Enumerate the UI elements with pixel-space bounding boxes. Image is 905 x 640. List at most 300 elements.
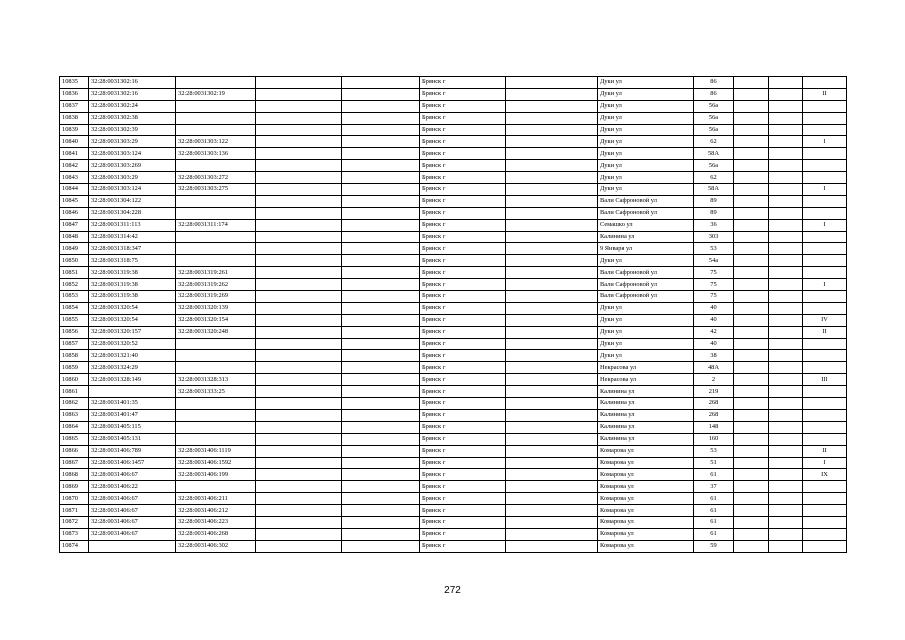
table-row — [60, 291, 847, 303]
blank-cell-b — [342, 481, 420, 493]
house-number-cell: 268 — [694, 409, 734, 421]
house-number-cell: 148 — [694, 421, 734, 433]
blank-cell-b — [342, 100, 420, 112]
blank-cell-a — [256, 279, 342, 291]
cadastral-number-cell: 32:28:0031304:228 — [89, 207, 176, 219]
linked-cadastral-number-cell: 32:28:0031406:1592 — [176, 457, 256, 469]
roman-numeral-cell — [803, 398, 847, 410]
house-number-cell: 89 — [694, 195, 734, 207]
blank-cell-a — [256, 88, 342, 100]
house-number-cell: 56а — [694, 112, 734, 124]
street-cell: Дуки ул — [598, 77, 694, 89]
cadastral-registry-table — [59, 76, 847, 553]
linked-cadastral-number-cell — [176, 124, 256, 136]
city-cell: Брянск г — [420, 350, 506, 362]
blank-cell-d — [734, 243, 769, 255]
linked-cadastral-number-cell — [176, 350, 256, 362]
cadastral-number-cell: 32:28:0031320:54 — [89, 302, 176, 314]
blank-cell-b — [342, 243, 420, 255]
table-row — [60, 77, 847, 89]
house-number-cell: 62 — [694, 172, 734, 184]
blank-cell-a — [256, 469, 342, 481]
record-number-cell: 10835 — [60, 77, 89, 89]
table-row — [60, 231, 847, 243]
street-cell: Некрасова ул — [598, 362, 694, 374]
house-number-cell: 86 — [694, 77, 734, 89]
blank-cell-e — [769, 243, 803, 255]
table-row — [60, 469, 847, 481]
table-row — [60, 481, 847, 493]
linked-cadastral-number-cell: 32:28:0031328:313 — [176, 374, 256, 386]
blank-cell-a — [256, 481, 342, 493]
table-row — [60, 338, 847, 350]
blank-cell-c — [506, 172, 598, 184]
roman-numeral-cell — [803, 362, 847, 374]
blank-cell-a — [256, 160, 342, 172]
blank-cell-d — [734, 409, 769, 421]
linked-cadastral-number-cell: 32:28:0031303:272 — [176, 172, 256, 184]
street-cell: Семашко ул — [598, 219, 694, 231]
table-row — [60, 421, 847, 433]
street-cell: Комарова ул — [598, 481, 694, 493]
blank-cell-a — [256, 136, 342, 148]
blank-cell-b — [342, 88, 420, 100]
roman-numeral-cell: III — [803, 374, 847, 386]
blank-cell-c — [506, 302, 598, 314]
roman-numeral-cell: II — [803, 326, 847, 338]
street-cell: Дуки ул — [598, 184, 694, 196]
blank-cell-e — [769, 505, 803, 517]
street-cell: Вали Сафроновой ул — [598, 267, 694, 279]
record-number-cell: 10860 — [60, 374, 89, 386]
house-number-cell: 53 — [694, 445, 734, 457]
house-number-cell: 89 — [694, 207, 734, 219]
blank-cell-b — [342, 374, 420, 386]
blank-cell-e — [769, 398, 803, 410]
blank-cell-c — [506, 267, 598, 279]
roman-numeral-cell — [803, 231, 847, 243]
blank-cell-c — [506, 255, 598, 267]
linked-cadastral-number-cell: 32:28:0031303:136 — [176, 148, 256, 160]
record-number-cell: 10863 — [60, 409, 89, 421]
house-number-cell: 56а — [694, 124, 734, 136]
roman-numeral-cell: I — [803, 279, 847, 291]
blank-cell-c — [506, 528, 598, 540]
cadastral-number-cell: 32:28:0031406:1457 — [89, 457, 176, 469]
city-cell: Брянск г — [420, 528, 506, 540]
blank-cell-a — [256, 421, 342, 433]
blank-cell-d — [734, 100, 769, 112]
blank-cell-e — [769, 326, 803, 338]
cadastral-number-cell: 32:28:0031406:67 — [89, 516, 176, 528]
roman-numeral-cell — [803, 112, 847, 124]
city-cell: Брянск г — [420, 505, 506, 517]
linked-cadastral-number-cell — [176, 255, 256, 267]
blank-cell-a — [256, 528, 342, 540]
record-number-cell: 10853 — [60, 291, 89, 303]
cadastral-number-cell: 32:28:0031302:16 — [89, 77, 176, 89]
roman-numeral-cell — [803, 160, 847, 172]
blank-cell-c — [506, 314, 598, 326]
city-cell: Брянск г — [420, 362, 506, 374]
cadastral-number-cell: 32:28:0031406:22 — [89, 481, 176, 493]
table-row — [60, 172, 847, 184]
record-number-cell: 10847 — [60, 219, 89, 231]
linked-cadastral-number-cell — [176, 338, 256, 350]
blank-cell-e — [769, 433, 803, 445]
blank-cell-e — [769, 184, 803, 196]
street-cell: Дуки ул — [598, 160, 694, 172]
city-cell: Брянск г — [420, 136, 506, 148]
roman-numeral-cell — [803, 195, 847, 207]
blank-cell-e — [769, 112, 803, 124]
record-number-cell: 10850 — [60, 255, 89, 267]
street-cell: Калинина ул — [598, 433, 694, 445]
blank-cell-a — [256, 267, 342, 279]
blank-cell-c — [506, 326, 598, 338]
blank-cell-d — [734, 136, 769, 148]
blank-cell-c — [506, 540, 598, 552]
table-row — [60, 505, 847, 517]
blank-cell-d — [734, 386, 769, 398]
blank-cell-c — [506, 279, 598, 291]
house-number-cell: 56а — [694, 100, 734, 112]
roman-numeral-cell — [803, 409, 847, 421]
record-number-cell: 10857 — [60, 338, 89, 350]
street-cell: Калинина ул — [598, 386, 694, 398]
blank-cell-a — [256, 409, 342, 421]
cadastral-number-cell: 32:28:0031405:131 — [89, 433, 176, 445]
record-number-cell: 10866 — [60, 445, 89, 457]
linked-cadastral-number-cell: 32:28:0031406:211 — [176, 493, 256, 505]
blank-cell-b — [342, 136, 420, 148]
blank-cell-a — [256, 314, 342, 326]
table-row — [60, 255, 847, 267]
registry-table-body — [60, 77, 847, 553]
blank-cell-a — [256, 374, 342, 386]
record-number-cell: 10856 — [60, 326, 89, 338]
record-number-cell: 10871 — [60, 505, 89, 517]
blank-cell-e — [769, 148, 803, 160]
city-cell: Брянск г — [420, 421, 506, 433]
street-cell: Вали Сафроновой ул — [598, 279, 694, 291]
street-cell: Дуки ул — [598, 112, 694, 124]
house-number-cell: 61 — [694, 528, 734, 540]
cadastral-number-cell: 32:28:0031302:38 — [89, 112, 176, 124]
record-number-cell: 10841 — [60, 148, 89, 160]
blank-cell-e — [769, 291, 803, 303]
blank-cell-b — [342, 267, 420, 279]
blank-cell-e — [769, 493, 803, 505]
blank-cell-d — [734, 219, 769, 231]
house-number-cell: 51 — [694, 457, 734, 469]
linked-cadastral-number-cell: 32:28:0031303:122 — [176, 136, 256, 148]
linked-cadastral-number-cell — [176, 207, 256, 219]
city-cell: Брянск г — [420, 279, 506, 291]
linked-cadastral-number-cell: 32:28:0031406:302 — [176, 540, 256, 552]
cadastral-number-cell: 32:28:0031302:24 — [89, 100, 176, 112]
linked-cadastral-number-cell — [176, 231, 256, 243]
blank-cell-c — [506, 457, 598, 469]
cadastral-number-cell: 32:28:0031319:38 — [89, 267, 176, 279]
house-number-cell: 61 — [694, 516, 734, 528]
city-cell: Брянск г — [420, 516, 506, 528]
blank-cell-e — [769, 195, 803, 207]
roman-numeral-cell — [803, 243, 847, 255]
cadastral-number-cell: 32:28:0031303:124 — [89, 148, 176, 160]
blank-cell-e — [769, 314, 803, 326]
city-cell: Брянск г — [420, 386, 506, 398]
city-cell: Брянск г — [420, 88, 506, 100]
house-number-cell: 86 — [694, 88, 734, 100]
table-row — [60, 540, 847, 552]
record-number-cell: 10843 — [60, 172, 89, 184]
city-cell: Брянск г — [420, 255, 506, 267]
blank-cell-d — [734, 398, 769, 410]
blank-cell-b — [342, 350, 420, 362]
blank-cell-e — [769, 207, 803, 219]
blank-cell-d — [734, 505, 769, 517]
cadastral-number-cell: 32:28:0031406:67 — [89, 505, 176, 517]
blank-cell-d — [734, 112, 769, 124]
blank-cell-d — [734, 255, 769, 267]
city-cell: Брянск г — [420, 195, 506, 207]
cadastral-number-cell: 32:28:0031303:269 — [89, 160, 176, 172]
blank-cell-e — [769, 540, 803, 552]
blank-cell-b — [342, 231, 420, 243]
linked-cadastral-number-cell: 32:28:0031406:268 — [176, 528, 256, 540]
blank-cell-e — [769, 457, 803, 469]
blank-cell-b — [342, 433, 420, 445]
linked-cadastral-number-cell: 32:28:0031406:223 — [176, 516, 256, 528]
record-number-cell: 10872 — [60, 516, 89, 528]
street-cell: Калинина ул — [598, 231, 694, 243]
blank-cell-c — [506, 195, 598, 207]
blank-cell-c — [506, 433, 598, 445]
blank-cell-b — [342, 445, 420, 457]
blank-cell-c — [506, 421, 598, 433]
record-number-cell: 10842 — [60, 160, 89, 172]
blank-cell-d — [734, 314, 769, 326]
linked-cadastral-number-cell — [176, 195, 256, 207]
blank-cell-d — [734, 433, 769, 445]
roman-numeral-cell — [803, 433, 847, 445]
cadastral-number-cell: 32:28:0031401:47 — [89, 409, 176, 421]
blank-cell-b — [342, 195, 420, 207]
street-cell: Дуки ул — [598, 124, 694, 136]
blank-cell-d — [734, 350, 769, 362]
cadastral-number-cell: 32:28:0031406:789 — [89, 445, 176, 457]
table-row — [60, 302, 847, 314]
house-number-cell: 38 — [694, 350, 734, 362]
blank-cell-c — [506, 184, 598, 196]
blank-cell-a — [256, 302, 342, 314]
house-number-cell: 37 — [694, 481, 734, 493]
blank-cell-b — [342, 457, 420, 469]
linked-cadastral-number-cell: 32:28:0031406:212 — [176, 505, 256, 517]
blank-cell-a — [256, 291, 342, 303]
house-number-cell: 58А — [694, 184, 734, 196]
blank-cell-c — [506, 291, 598, 303]
blank-cell-a — [256, 505, 342, 517]
roman-numeral-cell — [803, 505, 847, 517]
record-number-cell: 10855 — [60, 314, 89, 326]
cadastral-number-cell: 32:28:0031311:113 — [89, 219, 176, 231]
blank-cell-d — [734, 445, 769, 457]
linked-cadastral-number-cell: 32:28:0031406:1119 — [176, 445, 256, 457]
cadastral-number-cell: 32:28:0031319:38 — [89, 291, 176, 303]
blank-cell-a — [256, 184, 342, 196]
table-row — [60, 457, 847, 469]
record-number-cell: 10867 — [60, 457, 89, 469]
house-number-cell: 61 — [694, 505, 734, 517]
table-row — [60, 243, 847, 255]
blank-cell-d — [734, 77, 769, 89]
record-number-cell: 10868 — [60, 469, 89, 481]
blank-cell-c — [506, 207, 598, 219]
street-cell: Дуки ул — [598, 326, 694, 338]
blank-cell-b — [342, 279, 420, 291]
blank-cell-a — [256, 100, 342, 112]
blank-cell-b — [342, 219, 420, 231]
house-number-cell: 75 — [694, 279, 734, 291]
blank-cell-a — [256, 326, 342, 338]
record-number-cell: 10844 — [60, 184, 89, 196]
city-cell: Брянск г — [420, 398, 506, 410]
blank-cell-a — [256, 445, 342, 457]
record-number-cell: 10837 — [60, 100, 89, 112]
record-number-cell: 10852 — [60, 279, 89, 291]
roman-numeral-cell — [803, 77, 847, 89]
blank-cell-c — [506, 148, 598, 160]
city-cell: Брянск г — [420, 184, 506, 196]
blank-cell-b — [342, 326, 420, 338]
linked-cadastral-number-cell — [176, 481, 256, 493]
street-cell: Вали Сафроновой ул — [598, 291, 694, 303]
table-row — [60, 267, 847, 279]
record-number-cell: 10854 — [60, 302, 89, 314]
blank-cell-d — [734, 338, 769, 350]
blank-cell-a — [256, 398, 342, 410]
linked-cadastral-number-cell: 32:28:0031406:199 — [176, 469, 256, 481]
blank-cell-a — [256, 493, 342, 505]
roman-numeral-cell — [803, 481, 847, 493]
roman-numeral-cell — [803, 302, 847, 314]
blank-cell-d — [734, 148, 769, 160]
record-number-cell: 10873 — [60, 528, 89, 540]
blank-cell-d — [734, 374, 769, 386]
street-cell: 9 Января ул — [598, 243, 694, 255]
linked-cadastral-number-cell: 32:28:0031302:19 — [176, 88, 256, 100]
table-row — [60, 445, 847, 457]
blank-cell-e — [769, 338, 803, 350]
blank-cell-b — [342, 112, 420, 124]
table-row — [60, 374, 847, 386]
city-cell: Брянск г — [420, 493, 506, 505]
roman-numeral-cell — [803, 350, 847, 362]
blank-cell-e — [769, 516, 803, 528]
roman-numeral-cell — [803, 291, 847, 303]
blank-cell-a — [256, 255, 342, 267]
house-number-cell: 303 — [694, 231, 734, 243]
linked-cadastral-number-cell: 32:28:0031320:139 — [176, 302, 256, 314]
blank-cell-e — [769, 77, 803, 89]
blank-cell-d — [734, 195, 769, 207]
table-row — [60, 326, 847, 338]
city-cell: Брянск г — [420, 231, 506, 243]
cadastral-number-cell: 32:28:0031304:122 — [89, 195, 176, 207]
roman-numeral-cell — [803, 148, 847, 160]
linked-cadastral-number-cell — [176, 112, 256, 124]
blank-cell-c — [506, 160, 598, 172]
blank-cell-a — [256, 195, 342, 207]
roman-numeral-cell — [803, 267, 847, 279]
blank-cell-c — [506, 505, 598, 517]
blank-cell-b — [342, 338, 420, 350]
roman-numeral-cell — [803, 540, 847, 552]
blank-cell-b — [342, 362, 420, 374]
blank-cell-b — [342, 493, 420, 505]
blank-cell-a — [256, 362, 342, 374]
blank-cell-a — [256, 172, 342, 184]
street-cell: Дуки ул — [598, 302, 694, 314]
roman-numeral-cell — [803, 255, 847, 267]
record-number-cell: 10859 — [60, 362, 89, 374]
street-cell: Комарова ул — [598, 445, 694, 457]
house-number-cell: 40 — [694, 302, 734, 314]
linked-cadastral-number-cell — [176, 160, 256, 172]
blank-cell-d — [734, 279, 769, 291]
house-number-cell: 160 — [694, 433, 734, 445]
blank-cell-c — [506, 481, 598, 493]
blank-cell-b — [342, 314, 420, 326]
blank-cell-d — [734, 481, 769, 493]
blank-cell-c — [506, 350, 598, 362]
record-number-cell: 10858 — [60, 350, 89, 362]
house-number-cell: 36 — [694, 219, 734, 231]
table-row — [60, 160, 847, 172]
table-row — [60, 350, 847, 362]
blank-cell-c — [506, 398, 598, 410]
blank-cell-a — [256, 243, 342, 255]
blank-cell-a — [256, 457, 342, 469]
linked-cadastral-number-cell: 32:28:0031320:248 — [176, 326, 256, 338]
table-row — [60, 493, 847, 505]
street-cell: Дуки ул — [598, 148, 694, 160]
blank-cell-e — [769, 481, 803, 493]
city-cell: Брянск г — [420, 207, 506, 219]
blank-cell-a — [256, 231, 342, 243]
record-number-cell: 10865 — [60, 433, 89, 445]
blank-cell-b — [342, 540, 420, 552]
roman-numeral-cell: I — [803, 219, 847, 231]
house-number-cell: 219 — [694, 386, 734, 398]
city-cell: Брянск г — [420, 267, 506, 279]
record-number-cell: 10836 — [60, 88, 89, 100]
cadastral-number-cell: 32:28:0031303:29 — [89, 136, 176, 148]
blank-cell-c — [506, 409, 598, 421]
blank-cell-e — [769, 279, 803, 291]
house-number-cell: 268 — [694, 398, 734, 410]
linked-cadastral-number-cell — [176, 398, 256, 410]
blank-cell-d — [734, 291, 769, 303]
blank-cell-e — [769, 88, 803, 100]
table-row — [60, 184, 847, 196]
house-number-cell: 40 — [694, 338, 734, 350]
street-cell: Дуки ул — [598, 314, 694, 326]
blank-cell-b — [342, 172, 420, 184]
page-number: 272 — [444, 585, 461, 596]
